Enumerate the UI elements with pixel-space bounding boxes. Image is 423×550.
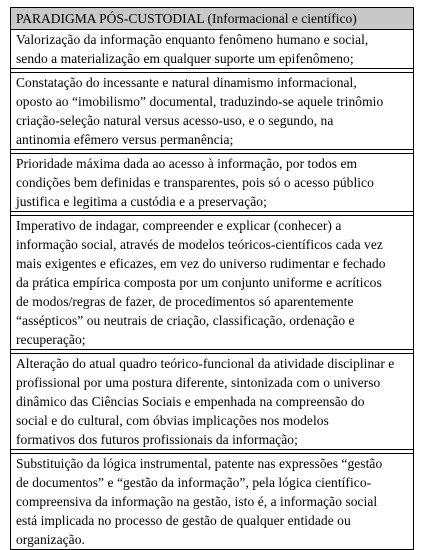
table-row <box>11 454 413 550</box>
row-text-line: condições bem definidas e transparentes, pois só o acesso público <box>16 175 374 190</box>
row-text-line: social e do cultural, com óbvias implicações nos modelos <box>16 413 329 428</box>
row-text-line: compreensiva da informação na gestão, isto é, a informação social <box>16 494 378 509</box>
table-row <box>11 216 413 350</box>
row-text-line: “assépticos” ou neutrais de criação, classificação, ordenação e <box>16 313 355 328</box>
table-row <box>11 30 413 69</box>
row-text-line: Constatação do incessante e natural dinamismo informacional, <box>16 75 357 90</box>
row-text-line: oposto ao “imobilismo” documental, traduzindo-se aquele trinômio <box>16 94 384 109</box>
table-row <box>11 354 413 450</box>
row-text-line: da prática empírica composta por um conjunto uniforme e acríticos <box>16 275 382 290</box>
row-text-line: de modos/regras de fazer, de procedimentos só aparentemente <box>16 294 354 309</box>
table-row <box>11 154 413 212</box>
row-text-line: antinomia efêmero versus permanência; <box>16 132 234 147</box>
row-text-line: criação-seleção natural versus acesso-uso, e o segundo, na <box>16 113 334 128</box>
row-text-line: está implicada no processo de gestão de qualquer entidade ou <box>16 513 351 528</box>
row-text-line: Substituição da lógica instrumental, patente nas expressões “gestão <box>16 456 383 471</box>
row-text-line: sendo a materialização em qualquer suporte um epifenômeno; <box>16 51 354 66</box>
row-text-line: Imperativo de indagar, compreender e explicar (conhecer) a <box>16 218 342 233</box>
row-text-line: Valorização da informação enquanto fenômeno humano e social, <box>16 32 369 47</box>
row-text-line: Alteração do atual quadro teórico-funcional da atividade disciplinar e <box>16 356 395 371</box>
row-text-line: organização. <box>16 532 85 547</box>
row-text-line: informação social, através de modelos teóricos-científicos cada vez <box>16 237 383 252</box>
row-text-line: de documentos” e “gestão da informação”, pela lógica científico- <box>16 475 372 490</box>
table-header: PARADIGMA PÓS-CUSTODIAL (Informacional e científico) <box>11 8 413 30</box>
paradigm-table <box>10 7 414 550</box>
row-text-line: recuperação; <box>16 332 86 347</box>
row-text-line: justifica e legitima a custódia e a preservação; <box>16 194 267 209</box>
row-text-line: formativos dos futuros profissionais da informação; <box>16 432 298 447</box>
row-text-line: mais exigentes e eficazes, em vez do universo rudimentar e fechado <box>16 256 386 271</box>
row-text-line: profissional por uma postura diferente, sintonizada com o universo <box>16 375 381 390</box>
table-row <box>11 73 413 150</box>
row-text-line: dinâmico das Ciências Sociais e empenhada na compreensão do <box>16 394 365 409</box>
row-text-line: Prioridade máxima dada ao acesso à informação, por todos em <box>16 156 358 171</box>
